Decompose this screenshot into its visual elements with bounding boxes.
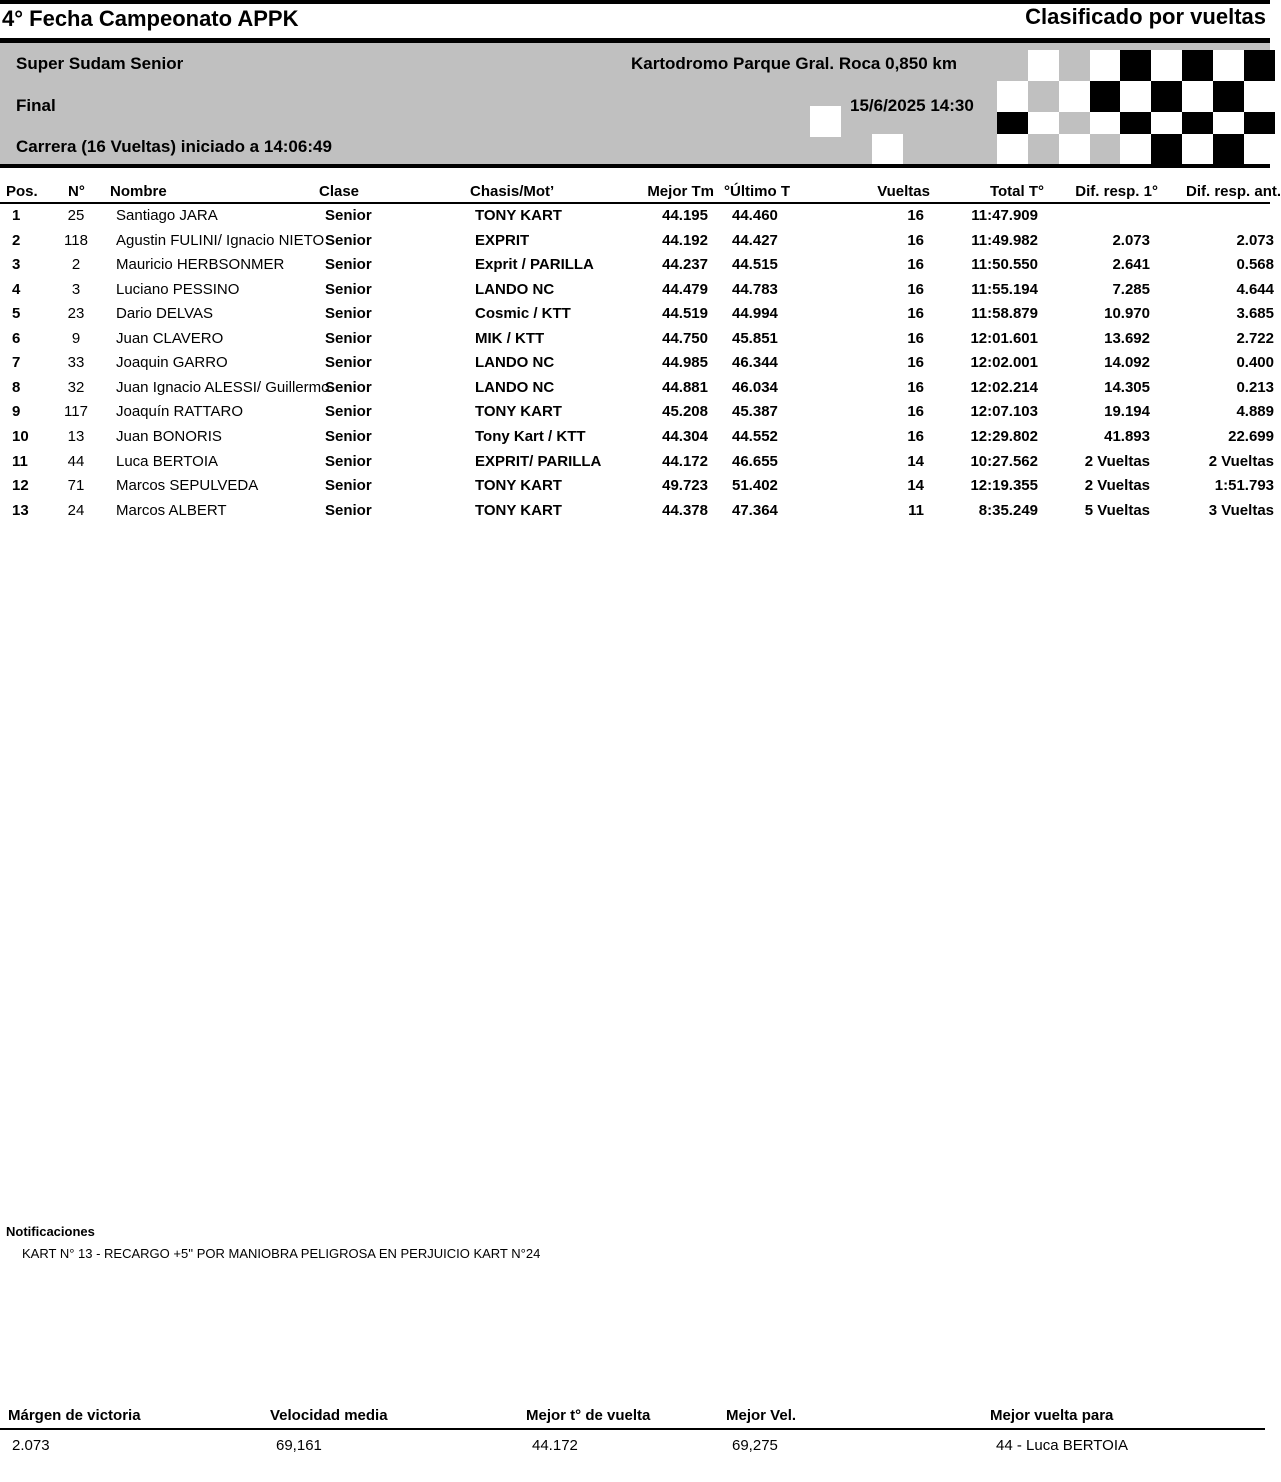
row-total-time: 12:02.214 bbox=[970, 378, 1038, 396]
col-chassis: Chasis/Mot’ bbox=[470, 183, 555, 200]
row-total-time: 12:29.802 bbox=[970, 427, 1038, 445]
checker-square bbox=[1028, 134, 1059, 165]
margin-label: Márgen de victoria bbox=[8, 1407, 141, 1424]
row-laps: 16 bbox=[907, 378, 924, 396]
row-number: 32 bbox=[67, 378, 85, 396]
checker-square bbox=[997, 50, 1028, 81]
row-driver-name: Joaquin GARRO bbox=[116, 354, 228, 372]
header-underline bbox=[0, 202, 1270, 204]
row-best-time: 44.519 bbox=[662, 305, 708, 323]
row-laps: 14 bbox=[907, 477, 924, 495]
row-last-time: 45.851 bbox=[732, 329, 778, 347]
checker-square bbox=[872, 134, 903, 165]
row-diff-first: 14.092 bbox=[1104, 354, 1150, 372]
row-chassis: TONY KART bbox=[475, 501, 562, 519]
row-diff-prev: 2 Vueltas bbox=[1208, 452, 1274, 470]
row-pos: 2 bbox=[12, 231, 21, 249]
checker-square bbox=[997, 81, 1028, 112]
row-diff-first: 13.692 bbox=[1104, 329, 1150, 347]
row-chassis: Cosmic / KTT bbox=[475, 305, 571, 323]
row-number: 118 bbox=[64, 231, 88, 249]
checker-square bbox=[1090, 50, 1121, 81]
table-row bbox=[0, 378, 1274, 403]
col-diff-first: Dif. resp. 1° bbox=[1075, 183, 1158, 200]
row-laps: 16 bbox=[907, 403, 924, 421]
row-pos: 1 bbox=[12, 207, 21, 224]
row-number: 44 bbox=[67, 452, 85, 470]
checker-square bbox=[1182, 81, 1213, 112]
col-diff-prev: Dif. resp. ant. bbox=[1186, 183, 1281, 200]
row-chassis: TONY KART bbox=[475, 477, 562, 495]
event-title: 4° Fecha Campeonato APPK bbox=[2, 6, 299, 31]
category-name: Super Sudam Senior bbox=[16, 54, 184, 73]
row-driver-name: Luca BERTOIA bbox=[116, 452, 218, 470]
row-diff-first: 2 Vueltas bbox=[1084, 477, 1150, 495]
row-pos: 7 bbox=[12, 354, 21, 372]
checker-square bbox=[1028, 50, 1059, 81]
row-total-time: 11:55.194 bbox=[971, 280, 1038, 298]
row-best-time: 44.750 bbox=[662, 329, 708, 347]
row-driver-name: Santiago JARA bbox=[116, 207, 218, 224]
avg-speed-value: 69,161 bbox=[276, 1437, 322, 1454]
row-laps: 16 bbox=[907, 231, 924, 249]
checker-square bbox=[1059, 134, 1090, 165]
col-name: Nombre bbox=[110, 183, 167, 200]
row-diff-prev: 0.213 bbox=[1236, 378, 1274, 396]
row-driver-name: Dario DELVAS bbox=[116, 305, 213, 323]
row-pos: 8 bbox=[12, 378, 21, 396]
track-name: Kartodromo Parque Gral. Roca 0,850 km bbox=[631, 54, 957, 73]
row-pos: 6 bbox=[12, 329, 21, 347]
row-diff-first: 14.305 bbox=[1104, 378, 1150, 396]
row-class: Senior bbox=[325, 329, 372, 347]
row-best-time: 44.195 bbox=[662, 207, 708, 224]
table-row bbox=[0, 329, 1274, 354]
row-diff-prev: 22.699 bbox=[1228, 427, 1274, 445]
row-laps: 16 bbox=[907, 427, 924, 445]
row-class: Senior bbox=[325, 231, 372, 249]
row-class: Senior bbox=[325, 354, 372, 372]
checker-square bbox=[1244, 50, 1275, 81]
row-pos: 10 bbox=[12, 427, 29, 445]
row-driver-name: Juan BONORIS bbox=[116, 427, 222, 445]
table-row bbox=[0, 477, 1274, 501]
row-best-time: 49.723 bbox=[662, 477, 708, 495]
row-last-time: 44.460 bbox=[732, 207, 778, 224]
checker-square bbox=[997, 134, 1028, 165]
row-diff-prev: 1:51.793 bbox=[1214, 477, 1274, 495]
row-laps: 14 bbox=[907, 452, 924, 470]
row-best-time: 44.479 bbox=[662, 280, 708, 298]
row-pos: 12 bbox=[12, 477, 29, 495]
row-total-time: 10:27.562 bbox=[970, 452, 1038, 470]
table-row bbox=[0, 452, 1274, 477]
row-diff-first: 2.641 bbox=[1112, 256, 1150, 274]
notifications-title: Notificaciones bbox=[6, 1224, 95, 1239]
table-row bbox=[0, 305, 1274, 329]
row-diff-first: 10.970 bbox=[1104, 305, 1150, 323]
row-total-time: 12:19.355 bbox=[970, 477, 1038, 495]
row-diff-first: 5 Vueltas bbox=[1084, 501, 1150, 519]
row-diff-first: 7.285 bbox=[1112, 280, 1150, 298]
row-number: 23 bbox=[67, 305, 85, 323]
row-chassis: Tony Kart / KTT bbox=[475, 427, 586, 445]
row-diff-first: 41.893 bbox=[1104, 427, 1150, 445]
row-best-time: 44.881 bbox=[662, 378, 708, 396]
row-class: Senior bbox=[325, 477, 372, 495]
checker-square bbox=[1028, 81, 1059, 112]
row-chassis: MIK / KTT bbox=[475, 329, 545, 347]
row-last-time: 44.552 bbox=[732, 427, 778, 445]
row-pos: 9 bbox=[12, 403, 21, 421]
row-diff-first: 2 Vueltas bbox=[1084, 452, 1150, 470]
best-lap-label: Mejor t° de vuelta bbox=[526, 1407, 651, 1424]
table-row bbox=[0, 354, 1274, 378]
col-number: N° bbox=[68, 183, 85, 200]
best-lap-for-value: 44 - Luca BERTOIA bbox=[996, 1437, 1129, 1454]
row-driver-name: Marcos ALBERT bbox=[116, 501, 227, 519]
row-last-time: 44.515 bbox=[732, 256, 778, 274]
best-lap-for-label: Mejor vuelta para bbox=[990, 1407, 1114, 1424]
row-diff-prev: 3 Vueltas bbox=[1208, 501, 1274, 519]
row-last-time: 45.387 bbox=[732, 403, 778, 421]
row-diff-prev: 0.400 bbox=[1236, 354, 1274, 372]
row-chassis: TONY KART bbox=[475, 403, 562, 421]
checker-square bbox=[1151, 50, 1182, 81]
row-diff-prev: 3.685 bbox=[1236, 305, 1274, 323]
band-rule bbox=[0, 164, 1270, 168]
row-diff-prev: 2.073 bbox=[1236, 231, 1274, 249]
row-driver-name: Agustin FULINI/ Ignacio NIETO bbox=[116, 231, 325, 249]
row-pos: 11 bbox=[12, 452, 28, 470]
row-number: 24 bbox=[67, 501, 85, 519]
row-chassis: LANDO NC bbox=[475, 378, 555, 396]
row-laps: 11 bbox=[908, 501, 924, 519]
checker-square bbox=[1120, 81, 1151, 112]
row-last-time: 46.655 bbox=[732, 452, 778, 470]
row-pos: 4 bbox=[12, 280, 21, 298]
table-row bbox=[0, 280, 1274, 305]
row-total-time: 11:49.982 bbox=[971, 231, 1038, 249]
classification-label: Clasificado por vueltas bbox=[1025, 4, 1266, 29]
row-total-time: 12:01.601 bbox=[970, 329, 1038, 347]
row-diff-prev: 0.568 bbox=[1236, 256, 1274, 274]
table-row bbox=[0, 256, 1274, 280]
row-best-time: 44.192 bbox=[662, 231, 708, 249]
row-number: 3 bbox=[71, 280, 81, 298]
checker-square bbox=[1151, 81, 1182, 112]
row-chassis: EXPRIT bbox=[475, 231, 530, 249]
checker-square bbox=[1090, 81, 1121, 112]
row-diff-prev: 2.722 bbox=[1236, 329, 1274, 347]
row-class: Senior bbox=[325, 403, 372, 421]
row-driver-name: Juan Ignacio ALESSI/ Guillermo bbox=[116, 378, 330, 396]
avg-speed-label: Velocidad media bbox=[270, 1407, 388, 1424]
col-pos: Pos. bbox=[6, 183, 38, 200]
table-row bbox=[0, 207, 1270, 231]
row-last-time: 44.427 bbox=[732, 231, 778, 249]
row-best-time: 44.378 bbox=[662, 501, 708, 519]
row-diff-prev: 4.644 bbox=[1236, 280, 1274, 298]
row-number: 71 bbox=[67, 477, 85, 495]
row-best-time: 44.172 bbox=[662, 452, 708, 470]
row-diff-first: 2.073 bbox=[1112, 231, 1150, 249]
row-best-time: 44.985 bbox=[662, 354, 708, 372]
row-total-time: 12:02.001 bbox=[970, 354, 1038, 372]
row-pos: 3 bbox=[12, 256, 21, 274]
row-diff-first: 19.194 bbox=[1104, 403, 1150, 421]
checker-square bbox=[1090, 134, 1121, 165]
row-laps: 16 bbox=[907, 329, 924, 347]
row-best-time: 44.237 bbox=[662, 256, 708, 274]
row-last-time: 44.994 bbox=[732, 305, 778, 323]
row-pos: 5 bbox=[12, 305, 21, 323]
row-driver-name: Joaquín RATTARO bbox=[116, 403, 243, 421]
col-last-time: Último T° bbox=[724, 183, 790, 200]
row-number: 13 bbox=[67, 427, 85, 445]
row-number: 2 bbox=[71, 256, 81, 274]
checker-square bbox=[1182, 50, 1213, 81]
col-laps: Vueltas bbox=[877, 183, 930, 200]
race-info: Carrera (16 Vueltas) iniciado a 14:06:49 bbox=[16, 137, 332, 156]
col-best-time: Mejor Tm bbox=[647, 183, 714, 200]
best-lap-value: 44.172 bbox=[532, 1437, 578, 1454]
notification-item: KART N° 13 - RECARGO +5'' POR MANIOBRA PELIGROSA EN PERJUICIO KART N°24 bbox=[22, 1246, 541, 1261]
row-chassis: Exprit / PARILLA bbox=[475, 256, 594, 274]
row-class: Senior bbox=[325, 280, 372, 298]
row-total-time: 12:07.103 bbox=[970, 403, 1038, 421]
col-class: Clase bbox=[319, 183, 360, 200]
row-laps: 16 bbox=[907, 305, 924, 323]
row-class: Senior bbox=[325, 256, 372, 274]
row-number: 33 bbox=[67, 354, 85, 372]
row-chassis: LANDO NC bbox=[475, 354, 555, 372]
row-driver-name: Juan CLAVERO bbox=[116, 329, 224, 347]
margin-value: 2.073 bbox=[12, 1437, 50, 1454]
row-number: 117 bbox=[64, 403, 88, 421]
row-class: Senior bbox=[325, 501, 372, 519]
row-class: Senior bbox=[325, 452, 372, 470]
row-class: Senior bbox=[325, 207, 372, 224]
row-last-time: 44.783 bbox=[732, 280, 778, 298]
row-laps: 16 bbox=[907, 207, 924, 224]
checker-square bbox=[1151, 134, 1182, 165]
footer-rule bbox=[0, 1428, 1265, 1430]
row-diff-prev: 4.889 bbox=[1236, 403, 1274, 421]
row-laps: 16 bbox=[907, 354, 924, 372]
race-info-band bbox=[0, 43, 1270, 164]
checker-square bbox=[1244, 134, 1275, 165]
checker-square bbox=[810, 106, 841, 137]
row-class: Senior bbox=[325, 305, 372, 323]
row-best-time: 44.304 bbox=[662, 427, 708, 445]
row-driver-name: Marcos SEPULVEDA bbox=[116, 477, 259, 495]
table-row bbox=[0, 231, 1274, 256]
checker-square bbox=[1182, 134, 1213, 165]
row-laps: 16 bbox=[907, 280, 924, 298]
checker-square bbox=[1213, 81, 1244, 112]
best-speed-label: Mejor Vel. bbox=[726, 1407, 797, 1424]
best-speed-value: 69,275 bbox=[732, 1437, 778, 1454]
checker-square bbox=[1120, 50, 1151, 81]
row-last-time: 51.402 bbox=[732, 477, 778, 495]
checker-square bbox=[1213, 134, 1244, 165]
checker-square bbox=[1244, 81, 1275, 112]
checker-square bbox=[1120, 134, 1151, 165]
row-number: 9 bbox=[71, 329, 81, 347]
row-total-time: 11:47.909 bbox=[971, 207, 1038, 224]
table-row bbox=[0, 427, 1274, 452]
row-total-time: 8:35.249 bbox=[978, 501, 1038, 519]
row-class: Senior bbox=[325, 378, 372, 396]
row-chassis: TONY KART bbox=[475, 207, 562, 224]
checker-square bbox=[1059, 50, 1090, 81]
row-laps: 16 bbox=[907, 256, 924, 274]
row-total-time: 11:58.879 bbox=[971, 305, 1038, 323]
checker-square bbox=[1213, 50, 1244, 81]
row-class: Senior bbox=[325, 427, 372, 445]
col-total-time: Total T° bbox=[989, 183, 1044, 200]
row-driver-name: Luciano PESSINO bbox=[116, 280, 240, 298]
row-last-time: 46.344 bbox=[732, 354, 778, 372]
row-chassis: LANDO NC bbox=[475, 280, 555, 298]
row-pos: 13 bbox=[12, 501, 29, 519]
row-chassis: EXPRIT/ PARILLA bbox=[475, 452, 602, 470]
row-driver-name: Mauricio HERBSONMER bbox=[116, 256, 285, 274]
table-row bbox=[0, 403, 1274, 427]
checker-square bbox=[1059, 81, 1090, 112]
table-row bbox=[0, 501, 1274, 526]
row-last-time: 47.364 bbox=[732, 501, 778, 519]
row-best-time: 45.208 bbox=[662, 403, 708, 421]
row-total-time: 11:50.550 bbox=[971, 256, 1038, 274]
session-name: Final bbox=[16, 96, 56, 115]
row-last-time: 46.034 bbox=[732, 378, 778, 396]
race-datetime: 15/6/2025 14:30 bbox=[850, 96, 974, 115]
row-number: 25 bbox=[67, 207, 85, 224]
